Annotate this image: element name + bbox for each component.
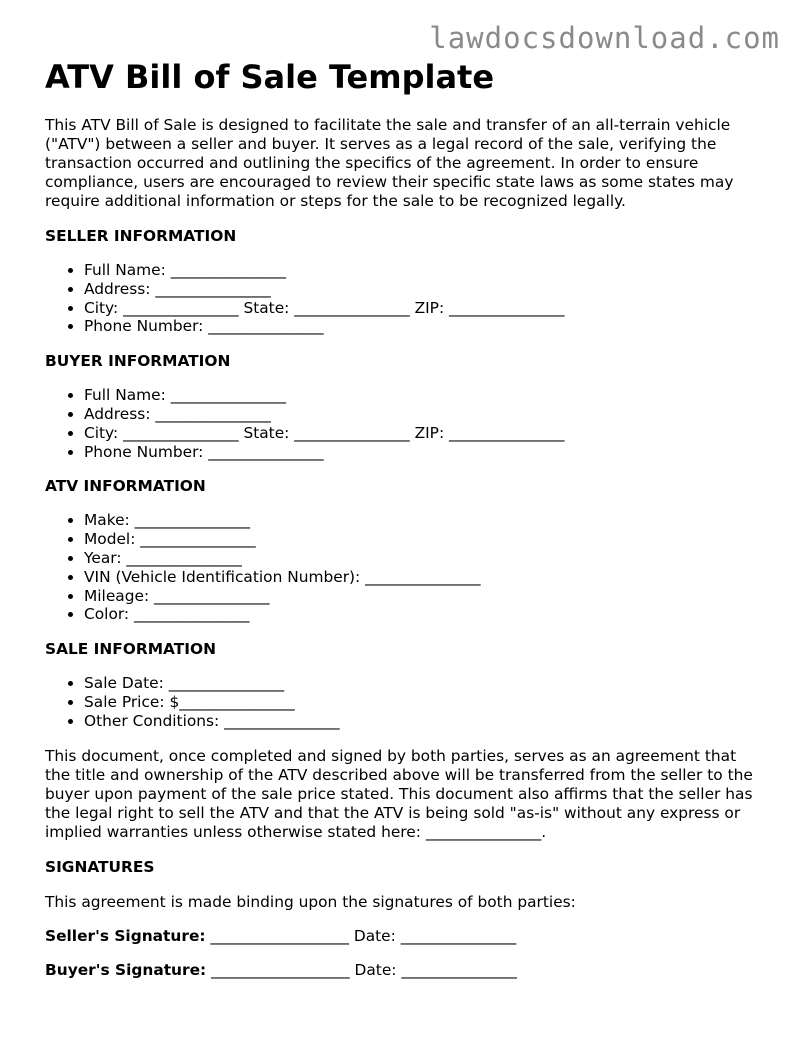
- seller-signature-line: [45, 927, 765, 946]
- signatures-heading: SIGNATURES: [45, 857, 155, 876]
- other-conditions-field: • Other Conditions: _______________: [84, 712, 765, 731]
- sale-information-list: [45, 674, 765, 730]
- closing-paragraph: This document, once completed and signed by both parties, serves as an agreement that the title and ownership of the ATV described above will be transferred from the seller to the buyer upon payment of the sale price stated. This document also affirms that the seller has the legal right to sell the ATV and that the ATV is being sold "as-is" without any express or implied warranties unless otherwise stated here: _______________.: [45, 746, 753, 841]
- atv-information-list: [45, 511, 765, 624]
- sale-price-field: • Sale Price: $_______________: [84, 693, 765, 712]
- watermark: lawdocsdownload.com: [429, 21, 780, 55]
- seller-city-state-zip-field: • City: _______________ State: _______________ ZIP: _______________: [84, 299, 765, 318]
- atv-mileage-field: • Mileage: _______________: [84, 587, 765, 606]
- intro-paragraph: This ATV Bill of Sale is designed to facilitate the sale and transfer of an all-terrain vehicle ("ATV") between a seller and buyer. It serves as a legal record of the sale, verifying the transaction occurred and outlining the specifics of the agreement. In order to ensure compliance, users are encouraged to review their specific state laws as some states may require additional information or steps for the sale to be recognized legally.: [45, 116, 734, 210]
- buyer-city-state-zip-field: • City: _______________ State: _______________ ZIP: _______________: [84, 424, 765, 443]
- sale-information-heading: SALE INFORMATION: [45, 640, 216, 659]
- seller-address-field: • Address: _______________: [84, 280, 765, 299]
- document-page: [45, 58, 765, 980]
- atv-information-heading: ATV INFORMATION: [45, 477, 206, 496]
- sale-date-field: • Sale Date: _______________: [84, 674, 765, 693]
- buyer-signature-line: [45, 961, 765, 980]
- buyer-phone-field: • Phone Number: _______________: [84, 443, 765, 462]
- seller-phone-field: • Phone Number: _______________: [84, 317, 765, 336]
- seller-signature-blanks: __________________ Date: _______________: [205, 926, 517, 945]
- buyer-address-field: • Address: _______________: [84, 405, 765, 424]
- buyer-full-name-field: • Full Name: _______________: [84, 386, 765, 405]
- seller-information-list: [45, 261, 765, 336]
- seller-full-name-field: • Full Name: _______________: [84, 261, 765, 280]
- atv-make-field: • Make: _______________: [84, 511, 765, 530]
- buyer-information-heading: BUYER INFORMATION: [45, 352, 231, 371]
- atv-year-field: • Year: _______________: [84, 549, 765, 568]
- buyer-information-list: [45, 386, 765, 461]
- seller-information-heading: SELLER INFORMATION: [45, 227, 237, 245]
- buyer-signature-label: Buyer's Signature:: [45, 960, 207, 979]
- seller-signature-label: Seller's Signature:: [45, 926, 206, 945]
- binding-statement: This agreement is made binding upon the signatures of both parties:: [45, 892, 576, 911]
- atv-color-field: • Color: _______________: [84, 605, 765, 624]
- buyer-signature-blanks: __________________ Date: _______________: [206, 960, 517, 979]
- atv-vin-field: • VIN (Vehicle Identification Number): _______________: [84, 568, 765, 587]
- atv-model-field: • Model: _______________: [84, 530, 765, 549]
- document-title: ATV Bill of Sale Template: [45, 58, 495, 96]
